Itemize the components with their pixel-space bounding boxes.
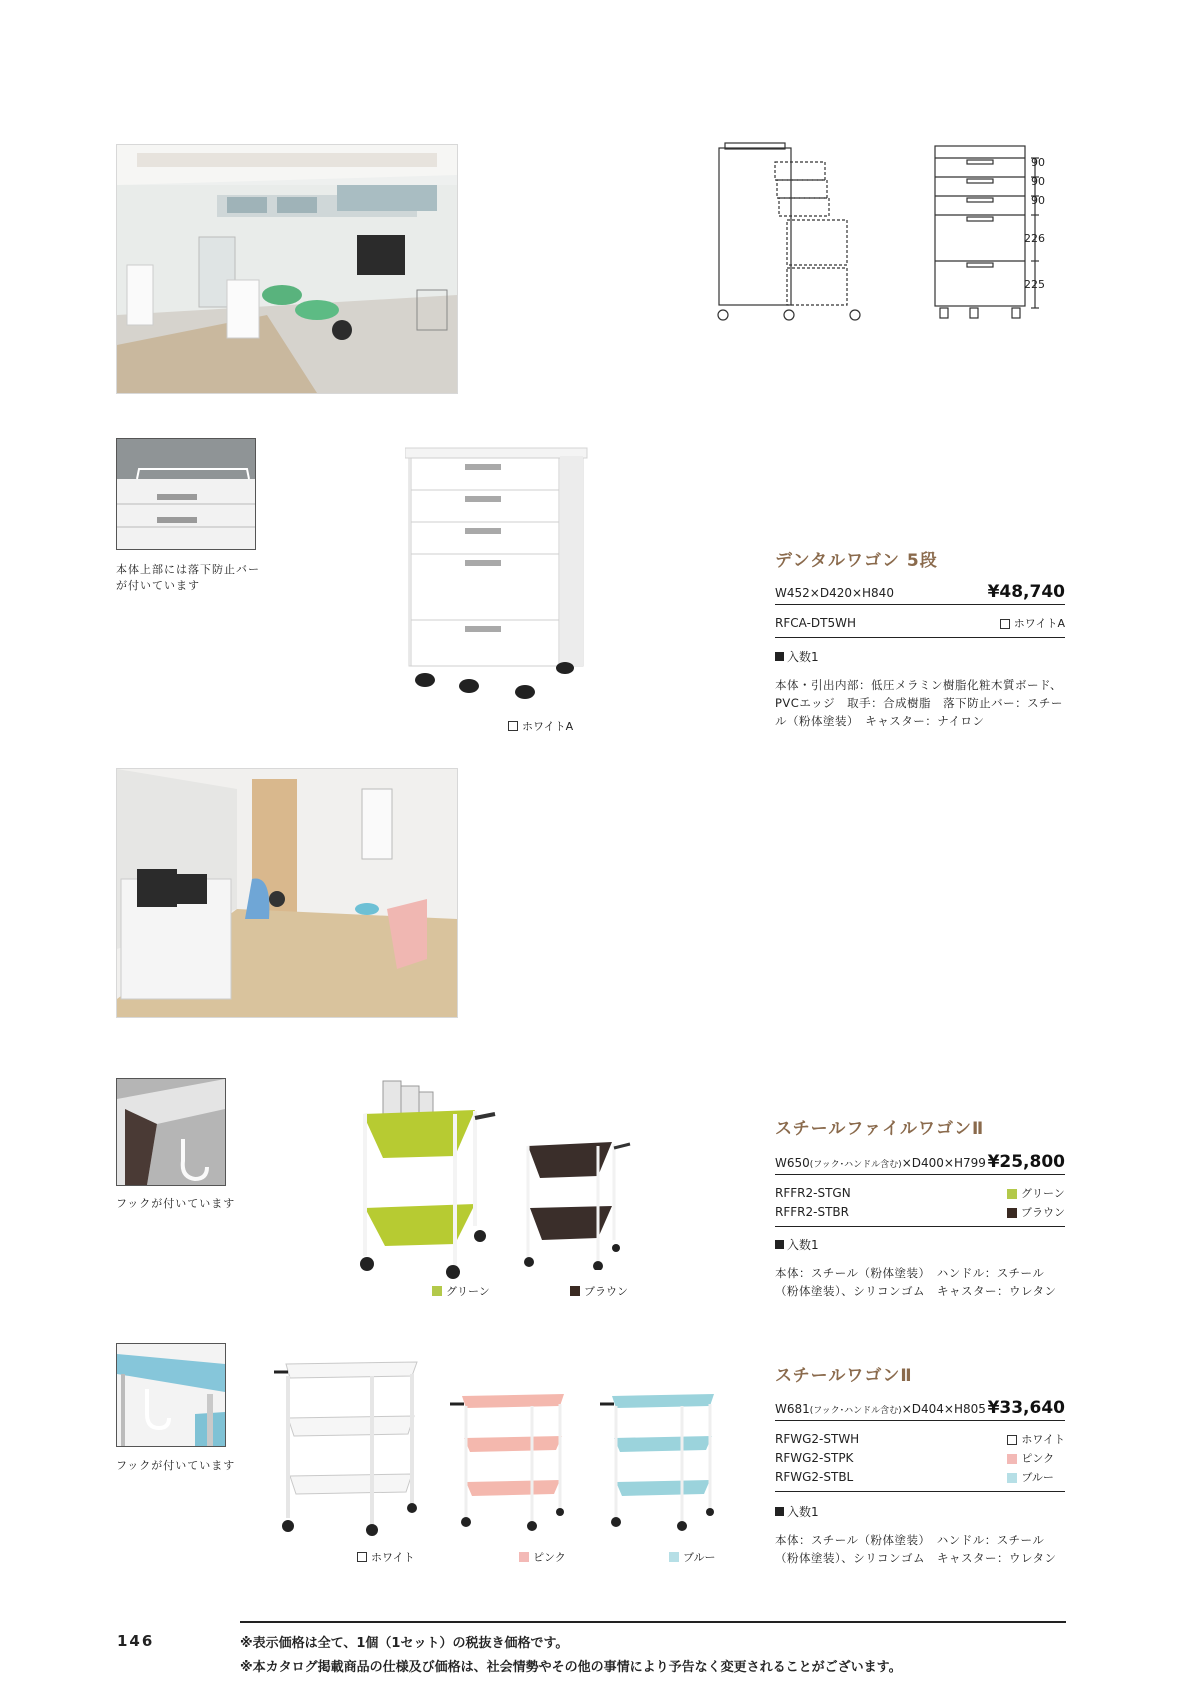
- spec-row: [775, 1152, 1065, 1175]
- swatch-white: [357, 1552, 367, 1562]
- product-code: RFCA-DT5WH: [775, 616, 856, 630]
- description: 本体・引出内部：低圧メラミン樹脂化粧木質ボード、PVCエッジ 取手：合成樹脂 落下防止バー：スチール（粉体塗装） キャスター：ナイロン: [775, 678, 1063, 728]
- swatch-white: [1007, 1435, 1017, 1445]
- price: ¥33,640: [987, 1398, 1065, 1418]
- quantity: 入数1: [775, 648, 819, 665]
- description: 本体：スチール（粉体塗装） ハンドル：スチール（粉体塗装）、シリコンゴム キャスター：ウレタン: [775, 1266, 1057, 1298]
- product-code: RFWG2-STBL: [775, 1470, 854, 1484]
- swatch-pink: [1007, 1454, 1017, 1464]
- variant-row: [775, 614, 1065, 638]
- spec-row: [775, 1398, 1065, 1421]
- swatch-blue: [669, 1552, 679, 1562]
- hook-caption: フックが付いています: [116, 1197, 236, 1210]
- product-code: RFFR2-STBR: [775, 1205, 849, 1219]
- dimensions: W452×D420×H840: [775, 586, 894, 600]
- footer-divider: [240, 1621, 1066, 1623]
- clinic-room-photo: [116, 768, 458, 1018]
- dental-clinic-photo: [116, 144, 458, 394]
- dim-label: 90: [1031, 156, 1045, 169]
- dim-label: 225: [1024, 278, 1045, 291]
- swatch-blue: [1007, 1473, 1017, 1483]
- product-title: スチールワゴンⅡ: [775, 1366, 913, 1386]
- product-title: デンタルワゴン 5段: [775, 551, 938, 571]
- steel-wagon-pink-photo: [448, 1392, 573, 1532]
- color-name: ホワイト: [1021, 1433, 1065, 1446]
- swatch-white: [508, 721, 518, 731]
- description: 本体：スチール（粉体塗装） ハンドル：スチール（粉体塗装）、シリコンゴム キャスター：ウレタン: [775, 1533, 1057, 1565]
- swatch-white: [1000, 619, 1010, 629]
- drop-bar-caption: 本体上部には落下防止バーが付いています: [116, 563, 260, 592]
- price: ¥25,800: [987, 1152, 1065, 1172]
- photo-label-blue: ブルー: [669, 1549, 716, 1565]
- color-name: ホワイトA: [1013, 617, 1065, 630]
- dental-wagon-technical-drawing: [715, 140, 1045, 330]
- product-code: RFFR2-STGN: [775, 1186, 851, 1200]
- product-code: RFWG2-STWH: [775, 1432, 860, 1446]
- dim-label: 90: [1031, 194, 1045, 207]
- file-wagon-green-photo: [355, 1076, 505, 1281]
- quantity: 入数1: [775, 1236, 819, 1253]
- dim-label: 90: [1031, 175, 1045, 188]
- photo-label-white: ホワイト: [357, 1549, 415, 1565]
- hook-detail-photo: [116, 1078, 226, 1186]
- drop-bar-detail-photo: [116, 438, 256, 550]
- product-code: RFWG2-STPK: [775, 1451, 854, 1465]
- variant-rows: [775, 1184, 1065, 1227]
- photo-label-white-a: ホワイトA: [508, 718, 573, 734]
- product-title: スチールファイルワゴンⅡ: [775, 1119, 985, 1139]
- dim-label: 226: [1024, 232, 1045, 245]
- page-number: 146: [117, 1632, 155, 1650]
- hook-caption: フックが付いています: [116, 1459, 236, 1472]
- dimensions: W650(フック･ハンドル含む)×D400×H799: [775, 1156, 986, 1170]
- photo-label-pink: ピンク: [519, 1549, 566, 1565]
- spec-row: [775, 582, 1065, 605]
- swatch-green: [1007, 1189, 1017, 1199]
- steel-wagon-blue-photo: [598, 1392, 723, 1532]
- side-view-drawing: [718, 143, 860, 320]
- steel-wagon-white-photo: [272, 1358, 422, 1538]
- footer-note: ※表示価格は全て、1個（1セット）の税抜き価格です。: [240, 1636, 569, 1651]
- dimensions: W681(フック･ハンドル含む)×D404×H805: [775, 1402, 986, 1416]
- variant-rows: [775, 1430, 1065, 1492]
- dental-wagon-photo: [405, 436, 595, 706]
- color-name: ピンク: [1021, 1452, 1055, 1465]
- photo-label-green: グリーン: [432, 1283, 490, 1299]
- price: ¥48,740: [987, 582, 1065, 602]
- color-name: ブルー: [1021, 1471, 1054, 1484]
- hook-detail-photo: [116, 1343, 226, 1447]
- swatch-brown: [570, 1286, 580, 1296]
- swatch-green: [432, 1286, 442, 1296]
- color-name: ブラウン: [1021, 1206, 1065, 1219]
- swatch-brown: [1007, 1208, 1017, 1218]
- photo-label-brown: ブラウン: [570, 1283, 628, 1299]
- quantity: 入数1: [775, 1503, 819, 1520]
- swatch-pink: [519, 1552, 529, 1562]
- file-wagon-brown-photo: [520, 1130, 635, 1270]
- color-name: グリーン: [1021, 1187, 1065, 1200]
- footer-note: ※本カタログ掲載商品の仕様及び価格は、社会情勢やその他の事情により予告なく変更されることがございます。: [240, 1660, 902, 1675]
